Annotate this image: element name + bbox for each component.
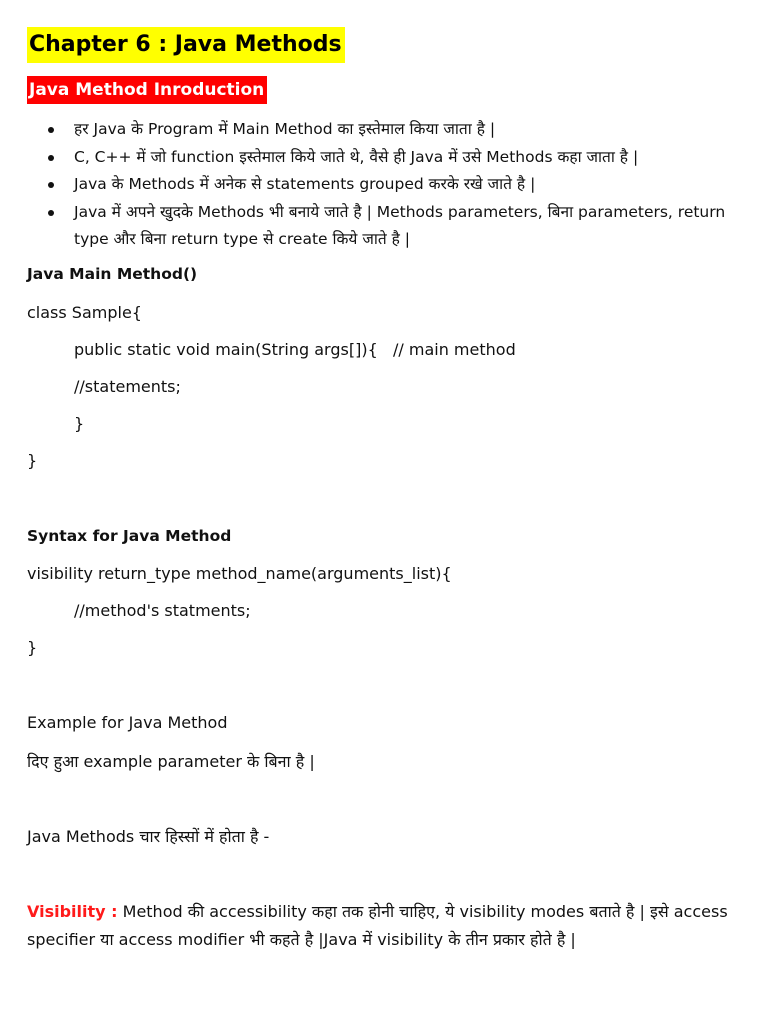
code-line: //statements; <box>74 377 181 396</box>
list-item <box>45 144 757 172</box>
bullet-icon <box>48 210 54 216</box>
list-item <box>45 171 757 199</box>
main-method-heading: Java Main Method() <box>27 265 198 283</box>
section-title: Java Method Inroduction <box>27 76 267 104</box>
code-line: } <box>27 638 38 657</box>
code-line: } <box>27 451 38 470</box>
syntax-heading: Syntax for Java Method <box>27 527 232 545</box>
bullet-icon <box>48 127 54 133</box>
bullet-text: Java के Methods में अनेक से statements grouped करके रखे जाते है | <box>74 175 536 193</box>
example-note: दिए हुआ example parameter के बिना है | <box>27 752 315 771</box>
bullet-text: हर Java के Program में Main Method का इस्तेमाल किया जाता है | <box>74 120 496 138</box>
bullet-icon <box>48 182 54 188</box>
method-parts-line: Java Methods चार हिस्सों में होता है - <box>27 827 270 846</box>
example-heading: Example for Java Method <box>27 713 228 732</box>
bullet-text: C, C++ में जो function इस्तेमाल किये जाते थे, वैसे ही Java में उसे Methods कहा जाता है | <box>74 147 639 166</box>
visibility-text: Method की accessibility कहा तक होनी चाहिए, ये visibility modes बताते है | इसे access specifier या access modifier भी कहते है |Java में visibility के तीन प्रकार होते है | <box>27 902 728 949</box>
list-item <box>45 116 757 144</box>
bullet-icon <box>48 155 54 161</box>
code-line: visibility return_type method_name(arguments_list){ <box>27 564 452 583</box>
list-item <box>45 199 757 254</box>
visibility-label: Visibility : <box>27 902 118 921</box>
code-line: public static void main(String args[]){ // main method <box>74 340 516 359</box>
code-line: //method's statments; <box>74 601 251 620</box>
visibility-paragraph <box>27 898 747 954</box>
code-line: class Sample{ <box>27 303 142 322</box>
code-line: } <box>74 414 85 433</box>
bullet-text: Java में अपने खुदके Methods भी बनाये जाते है | Methods parameters, बिना parameters, return type और बिना return type से create किये जाते है | <box>74 202 726 248</box>
intro-bullet-list <box>45 116 757 254</box>
chapter-title: Chapter 6 : Java Methods <box>27 27 345 63</box>
